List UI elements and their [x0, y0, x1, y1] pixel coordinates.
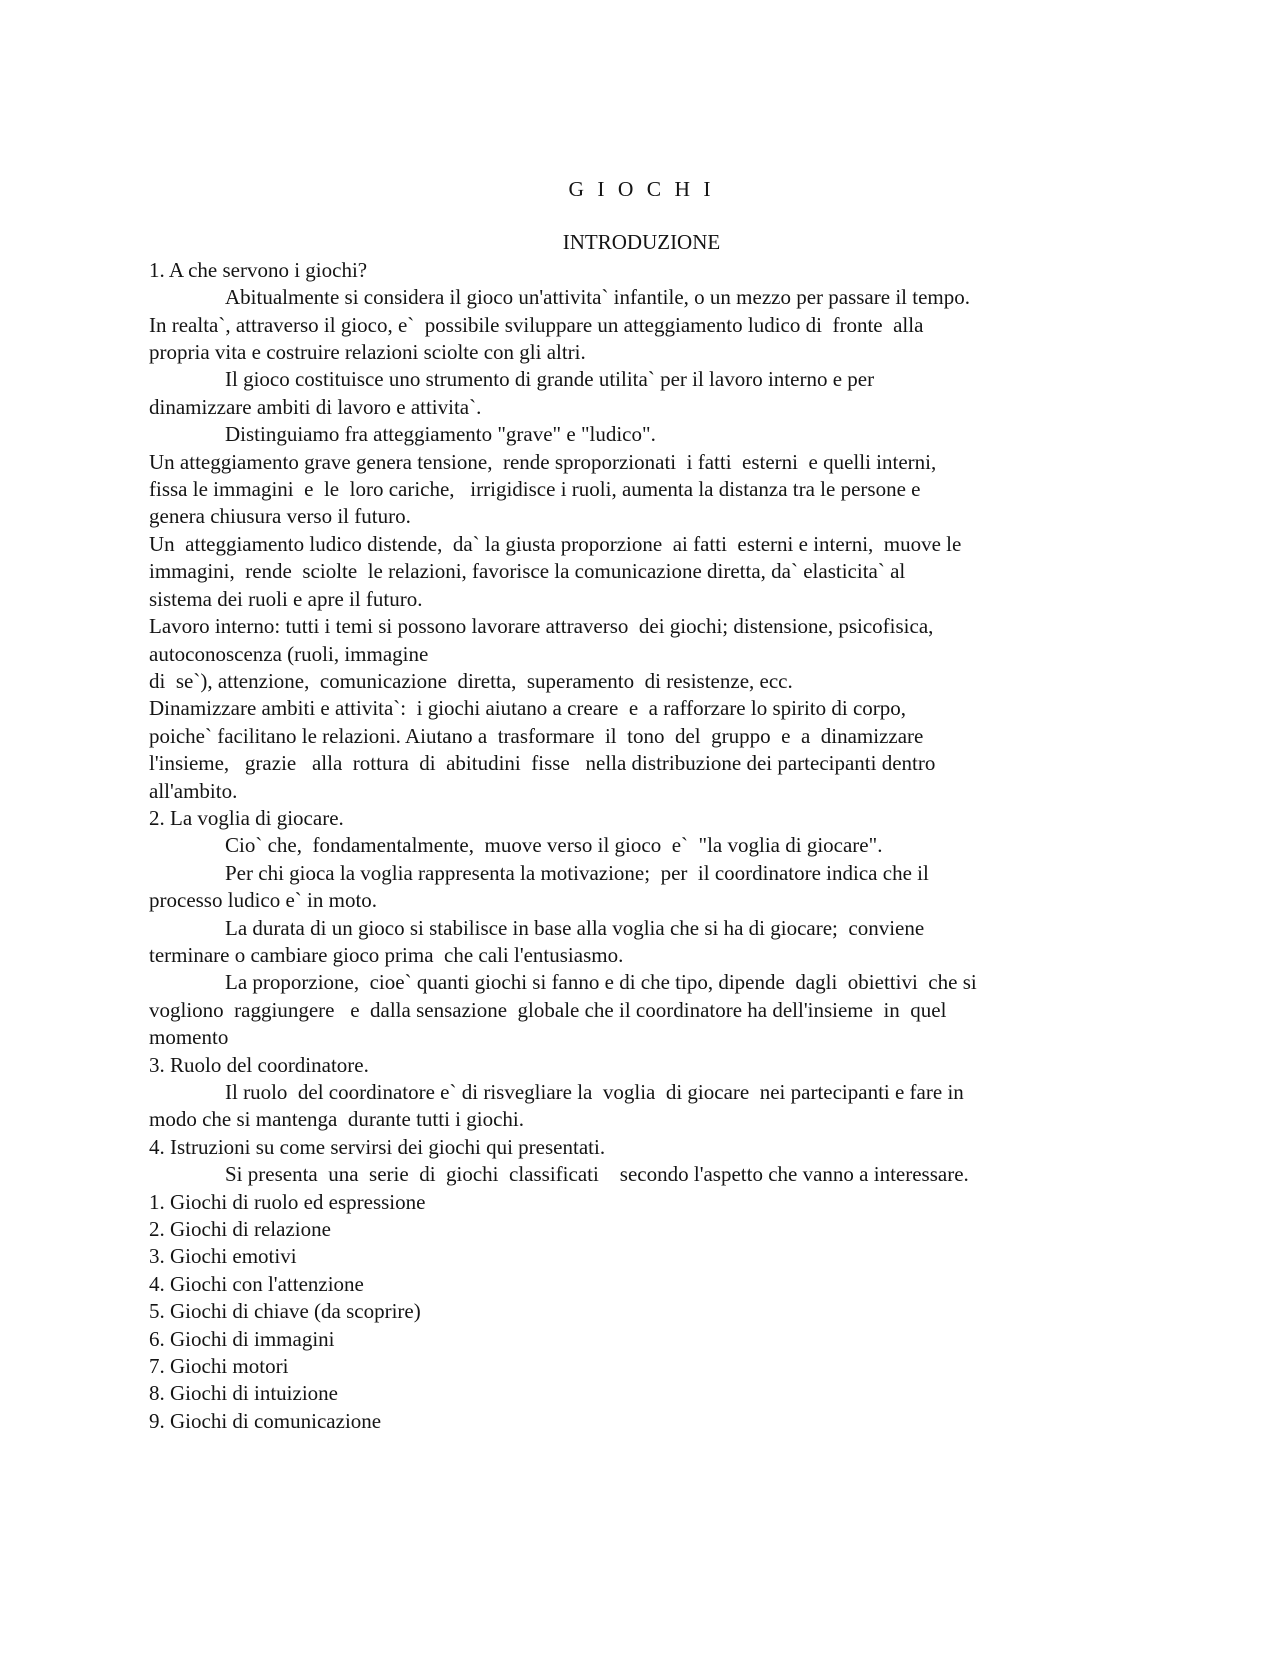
text-line: Un atteggiamento grave genera tensione, rende sproporzionati i fatti esterni e quelli interni,: [149, 449, 937, 474]
text-line: 7. Giochi motori: [149, 1354, 289, 1379]
text-line: Il gioco costituisce uno strumento di grande utilita` per il lavoro interno e per: [225, 367, 875, 392]
text-line: momento: [149, 1025, 229, 1050]
text-line: immagini, rende sciolte le relazioni, favorisce la comunicazione diretta, da` elasticita` al: [149, 559, 906, 584]
text-line: 5. Giochi di chiave (da scoprire): [149, 1299, 421, 1324]
text-line: l'insieme, grazie alla rottura di abitudini fisse nella distribuzione dei partecipanti dentro: [149, 751, 936, 776]
text-line: 1. Giochi di ruolo ed espressione: [149, 1189, 426, 1214]
text-line: sistema dei ruoli e apre il futuro.: [149, 586, 423, 611]
section-heading: INTRODUZIONE: [562, 230, 721, 255]
text-line: La proporzione, cioe` quanti giochi si fanno e di che tipo, dipende dagli obiettivi che si: [225, 970, 977, 995]
text-line: 3. Giochi emotivi: [149, 1244, 297, 1269]
text-line: modo che si mantenga durante tutti i giochi.: [149, 1107, 524, 1132]
text-line: Abitualmente si considera il gioco un'attivita` infantile, o un mezzo per passare il tempo.: [225, 285, 970, 310]
page-title: G I O C H I: [568, 177, 715, 201]
text-line: 2. La voglia di giocare.: [149, 805, 344, 830]
text-line: Si presenta una serie di giochi classificati secondo l'aspetto che vanno a interessare.: [225, 1162, 969, 1187]
document-body: [149, 176, 1129, 1435]
text-line: 2. Giochi di relazione: [149, 1217, 331, 1242]
text-lines: [149, 257, 1129, 1435]
text-line: vogliono raggiungere e dalla sensazione globale che il coordinatore ha dell'insieme in quel: [149, 997, 947, 1022]
text-line: Un atteggiamento ludico distende, da` la giusta proporzione ai fatti esterni e interni, muove le: [149, 531, 962, 556]
text-line: Distinguiamo fra atteggiamento "grave" e "ludico".: [225, 422, 656, 447]
text-line: 6. Giochi di immagini: [149, 1326, 335, 1351]
text-line: fissa le immagini e le loro cariche, irrigidisce i ruoli, aumenta la distanza tra le persone e: [149, 477, 921, 502]
text-line: Per chi gioca la voglia rappresenta la motivazione; per il coordinatore indica che il: [225, 860, 929, 885]
text-line: poiche` facilitano le relazioni. Aiutano a trasformare il tono del gruppo e a dinamizzare: [149, 723, 924, 748]
text-line: 3. Ruolo del coordinatore.: [149, 1052, 369, 1077]
text-line: di se`), attenzione, comunicazione diretta, superamento di resistenze, ecc.: [149, 668, 793, 693]
text-line: 8. Giochi di intuizione: [149, 1381, 338, 1406]
text-line: processo ludico e` in moto.: [149, 888, 378, 913]
text-line: genera chiusura verso il futuro.: [149, 504, 411, 529]
text-line: Il ruolo del coordinatore e` di risvegliare la voglia di giocare nei partecipanti e fare in: [225, 1080, 964, 1104]
text-line: 4. Istruzioni su come servirsi dei giochi qui presentati.: [149, 1134, 606, 1159]
text-line: propria vita e costruire relazioni sciolte con gli altri.: [149, 340, 586, 365]
text-line: 9. Giochi di comunicazione: [149, 1408, 382, 1433]
text-line: In realta`, attraverso il gioco, e` possibile sviluppare un atteggiamento ludico di fronte alla: [149, 312, 924, 337]
text-line: 4. Giochi con l'attenzione: [149, 1271, 364, 1296]
text-line: dinamizzare ambiti di lavoro e attivita`.: [149, 394, 482, 419]
text-line: 1. A che servono i giochi?: [149, 257, 368, 282]
text-line: autoconoscenza (ruoli, immagine: [149, 641, 429, 666]
text-line: terminare o cambiare gioco prima che cali l'entusiasmo.: [149, 942, 624, 967]
text-line: Lavoro interno: tutti i temi si possono lavorare attraverso dei giochi; distensione, psicofisica,: [149, 614, 934, 639]
text-line: La durata di un gioco si stabilisce in base alla voglia che si ha di giocare; conviene: [225, 915, 925, 940]
text-line: Cio` che, fondamentalmente, muove verso il gioco e` "la voglia di giocare".: [225, 833, 883, 858]
text-line: all'ambito.: [149, 778, 238, 803]
text-line: Dinamizzare ambiti e attivita`: i giochi aiutano a creare e a rafforzare lo spirito di corpo,: [149, 696, 907, 721]
